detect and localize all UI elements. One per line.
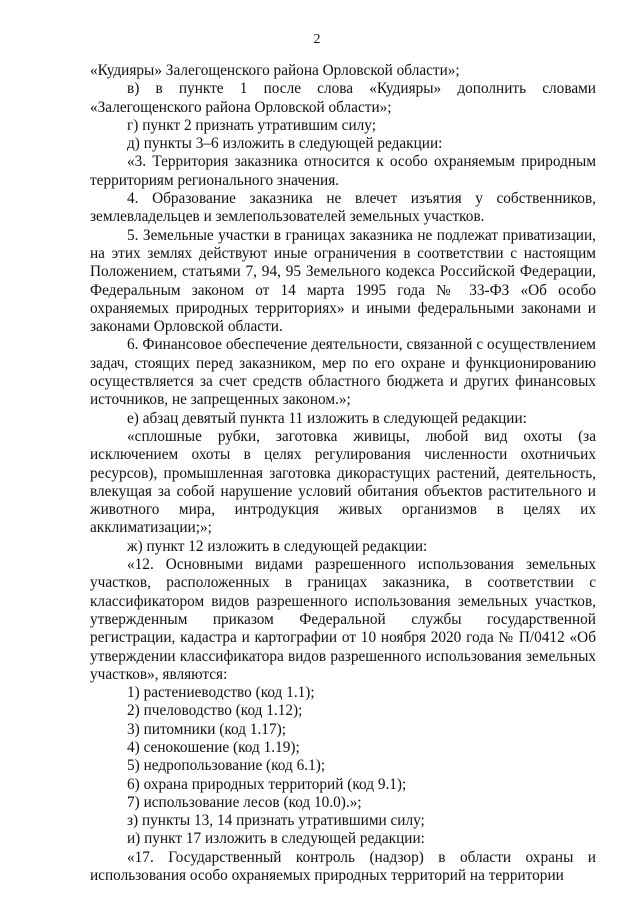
list-item: 2) пчеловодство (код 1.12); <box>127 702 303 720</box>
paragraph-5: 5. Земельные участки в границах заказника не подлежат приватизации, на этих землях действуют иные ограничения в соответствии с настоящим Положением, статьями 7, 94, 95 Земельного кодекса Российской Федерации, Федеральным законом от 14 марта 1995 года № 33-ФЗ «Об особо охраняемых природных территориях» и иными федеральными законами и законами Орловской области. <box>90 226 596 336</box>
paragraph-zh: ж) пункт 12 изложить в следующей редакции: <box>127 537 428 555</box>
paragraph-6: 6. Финансовое обеспечение деятельности, связанной с осуществлением задач, стоящих перед заказником, мер по его охране и функционированию осуществляется за счет средств областного бюджета и других финансовых источников, не запрещенных законом.»; <box>90 336 596 409</box>
paragraph-3: «3. Территория заказника относится к особо охраняемым природным территориям регионального значения. <box>90 153 596 189</box>
paragraph-continuation: «Кудияры» Залегощенского района Орловской области»; <box>90 62 460 79</box>
paragraph-4: 4. Образование заказника не влечет изъятия у собственников, землевладельцев и землепользователей земельных участков. <box>90 190 596 226</box>
page-number: 2 <box>313 32 321 47</box>
list-item: 6) охрана природных территорий (код 9.1); <box>127 775 407 793</box>
paragraph-d: д) пункты 3–6 изложить в следующей редакции: <box>127 135 443 153</box>
list-item: 3) питомники (код 1.17); <box>127 720 286 738</box>
paragraph-e: е) абзац девятый пункта 11 изложить в следующей редакции: <box>127 409 527 427</box>
paragraph-v: в) в пункте 1 после слова «Кудияры» дополнить словами «Залегощенского района Орловской области»; <box>90 80 596 116</box>
paragraph-quote-prohibitions: «сплошные рубки, заготовка живицы, любой вид охоты (за исключением охоты в целях регулирования численности охотничьих ресурсов), промышленная заготовка дикорастущих растений, деятельность, влекущая за собой нарушение условий обитания объектов растительного и животного мира, интродукция живых организмов в целях их акклиматизации;»; <box>90 427 596 537</box>
paragraph-17: «17. Государственный контроль (надзор) в области охраны и использования особо охраняемых природных территорий на территории <box>90 848 596 885</box>
list-item: 5) недропользование (код 6.1); <box>127 757 326 775</box>
list-item: 1) растениеводство (код 1.1); <box>127 684 315 702</box>
list-item: 7) использование лесов (код 10.0).»; <box>127 793 362 811</box>
paragraph-g: г) пункт 2 признать утратившим силу; <box>127 116 376 134</box>
paragraph-12: «12. Основными видами разрешенного использования земельных участков, расположенных в границах заказника, в соответствии с классификатором видов разрешенного использования земельных участков, утвержденным приказом Федеральной службы государственной регистрации, кадастра и картографии от 10 ноября 2020 года № П/0412 «Об утверждении классификатора видов разрешенного использования земельных участков», являются: <box>90 556 596 683</box>
paragraph-z: з) пункты 13, 14 признать утратившими силу; <box>127 812 425 830</box>
list-item: 4) сенокошение (код 1.19); <box>127 738 300 756</box>
document-body <box>90 62 596 885</box>
paragraph-i: и) пункт 17 изложить в следующей редакции: <box>127 830 425 848</box>
